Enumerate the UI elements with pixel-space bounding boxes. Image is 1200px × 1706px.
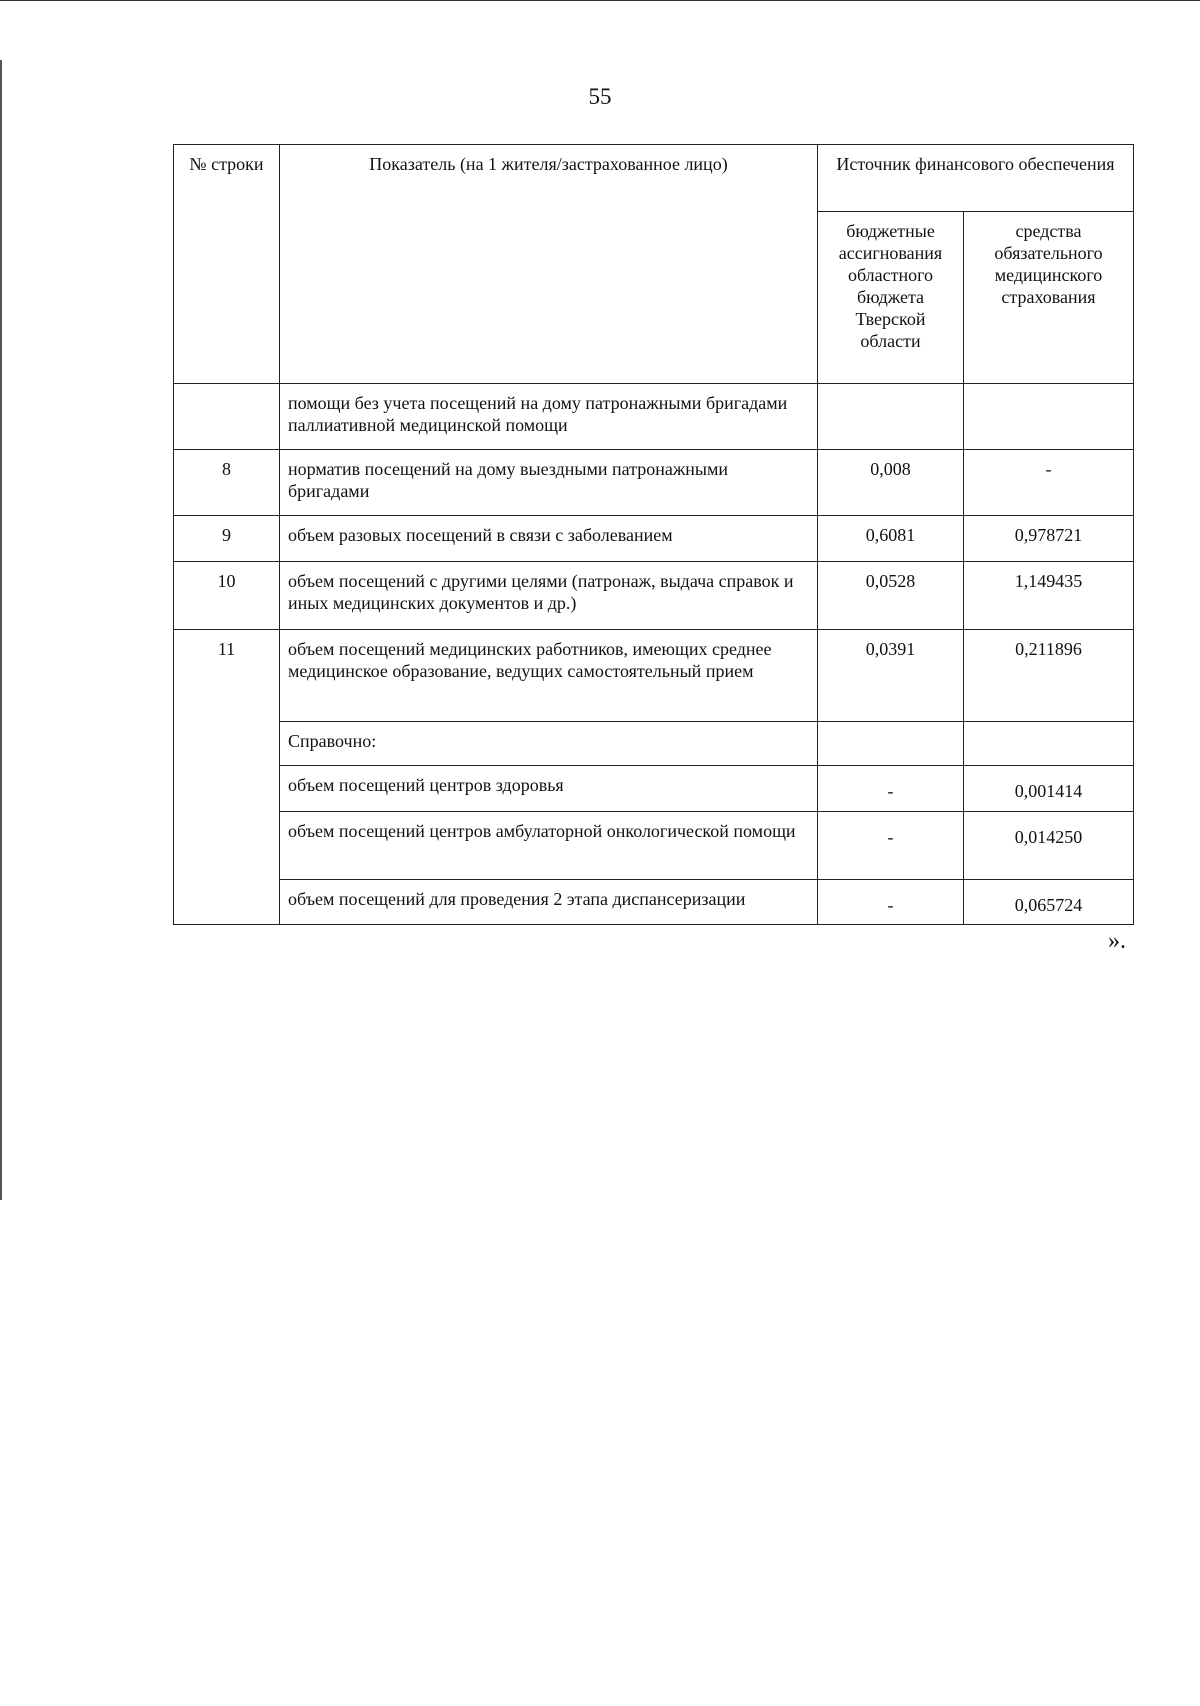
- reference-heading: Справочно:: [280, 722, 818, 766]
- row-number: 9: [174, 516, 280, 562]
- row-oms-value: -: [964, 450, 1134, 516]
- row-oms-value: [964, 384, 1134, 450]
- row-budget-value: 0,0528: [818, 562, 964, 630]
- row-budget-value: -: [818, 812, 964, 880]
- row-label: помощи без учета посещений на дому патронажными бригадами паллиативной медицинской помощи: [280, 384, 818, 450]
- row-budget-value: -: [818, 880, 964, 925]
- row-budget-value: 0,008: [818, 450, 964, 516]
- row-oms-value: 0,211896: [964, 630, 1134, 722]
- table-row: [174, 450, 1134, 516]
- row-oms-value: 0,978721: [964, 516, 1134, 562]
- row-budget-value: [818, 722, 964, 766]
- header-source: Источник финансового обеспечения: [818, 145, 1134, 212]
- row-label: норматив посещений на дому выездными патронажными бригадами: [280, 450, 818, 516]
- left-scan-edge: [0, 60, 2, 1200]
- page-number: 55: [588, 84, 612, 109]
- table-row: [174, 812, 1134, 880]
- table-row: [174, 722, 1134, 766]
- row-number: [174, 384, 280, 450]
- table-row: [174, 766, 1134, 812]
- header-row-1: [174, 145, 1134, 212]
- row-label: объем посещений центров здоровья: [280, 766, 818, 812]
- header-oms: средства обязательного медицинского страхования: [964, 212, 1134, 384]
- header-num: № строки: [174, 145, 280, 384]
- row-budget-value: 0,0391: [818, 630, 964, 722]
- table-row: [174, 880, 1134, 925]
- row-label: объем посещений центров амбулаторной онкологической помощи: [280, 812, 818, 880]
- closing-quote: ».: [1108, 928, 1126, 954]
- row-label: объем посещений медицинских работников, имеющих среднее медицинское образование, ведущих самостоятельный прием: [280, 630, 818, 722]
- top-scan-edge: [0, 0, 1200, 1]
- row-number: 8: [174, 450, 280, 516]
- table-row: [174, 630, 1134, 722]
- row-budget-value: -: [818, 766, 964, 812]
- row-label: объем посещений для проведения 2 этапа диспансеризации: [280, 880, 818, 925]
- row-oms-value: [964, 722, 1134, 766]
- row-oms-value: 1,149435: [964, 562, 1134, 630]
- table-row: [174, 384, 1134, 450]
- row-oms-value: 0,065724: [964, 880, 1134, 925]
- header-indicator: Показатель (на 1 жителя/застрахованное лицо): [280, 145, 818, 384]
- row-budget-value: 0,6081: [818, 516, 964, 562]
- row-oms-value: 0,001414: [964, 766, 1134, 812]
- header-budget: бюджетные ассигнования областного бюджета Тверской области: [818, 212, 964, 384]
- row-number: 11: [174, 630, 280, 925]
- row-budget-value: [818, 384, 964, 450]
- row-label: объем разовых посещений в связи с заболеванием: [280, 516, 818, 562]
- table-row: [174, 516, 1134, 562]
- row-label: объем посещений с другими целями (патронаж, выдача справок и иных медицинских документов и др.): [280, 562, 818, 630]
- row-oms-value: 0,014250: [964, 812, 1134, 880]
- row-number: 10: [174, 562, 280, 630]
- financing-table: [173, 144, 1134, 925]
- table-row: [174, 562, 1134, 630]
